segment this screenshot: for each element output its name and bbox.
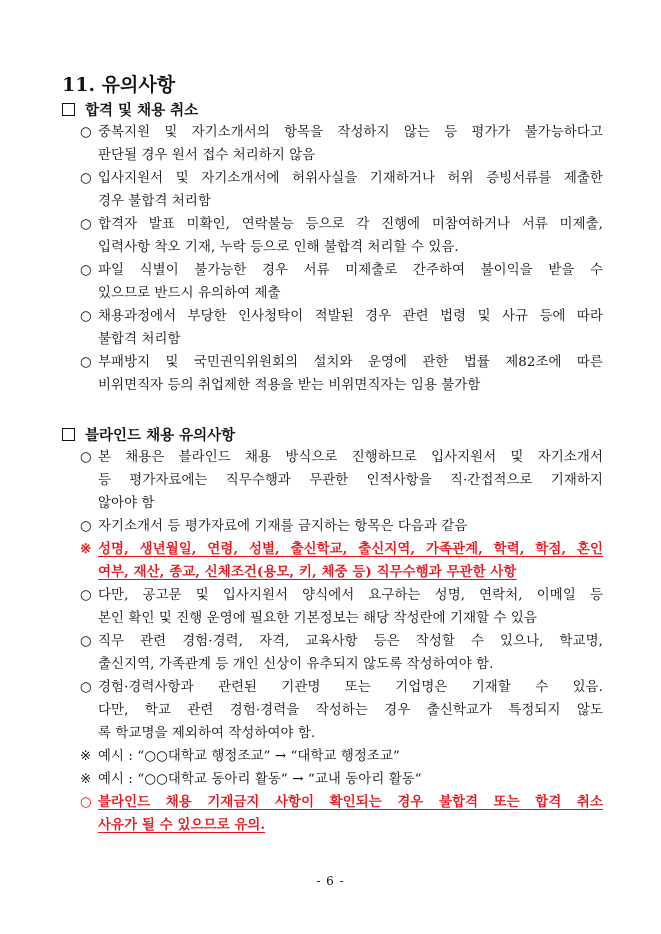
- list-item-line: [78, 722, 603, 745]
- list-item-text: 비위면직자 등의 취업제한 적용을 받는 비위면직자는 임용 불가함: [98, 378, 481, 393]
- list-item-text: 직무 관련 경험·경력, 자격, 교육사항 등은 작성할 수 있으나, 학교명,: [98, 634, 603, 649]
- list-item-text: 경험·경력사항과 관련된 기관명 또는 기업명은 기재할 수 있음.: [98, 680, 603, 695]
- list-item-text: 등 평가자료에는 직무수행과 무관한 인적사항을 직·간접적으로 기재하지: [98, 473, 603, 488]
- list-item-text: 예시 : “○○대학교 동아리 활동” → “교내 동아리 활동”: [98, 772, 422, 787]
- section-heading: 11. 유의사항: [62, 74, 176, 96]
- list-item-text: 블라인드 채용 기재금지 사항이 확인되는 경우 불합격 또는 합격 취소: [98, 794, 603, 810]
- list-item: [78, 538, 603, 584]
- bullet-circle-icon: ○: [80, 355, 92, 370]
- list-item-text: 여부, 재산, 종교, 신체조건(용모, 키, 체중 등) 직무수행과 무관한 사항: [98, 564, 517, 580]
- list-item: [78, 676, 603, 745]
- list-item: [78, 768, 603, 791]
- list-item-text: 다만, 공고문 및 입사지원서 양식에서 요구하는 성명, 연락처, 이메일 등: [98, 588, 603, 603]
- list-item-text: 판단될 경우 원서 접수 처리하지 않음: [98, 148, 316, 163]
- list-item-line: [78, 676, 603, 699]
- list-item-line: [78, 236, 603, 259]
- list-item-line: [78, 374, 603, 397]
- bullet-circle-icon: ○: [80, 588, 92, 603]
- list-item: [78, 259, 603, 305]
- list-item-line: [78, 584, 603, 607]
- bullet-circle-icon: ○: [80, 519, 92, 534]
- list-item-line: [78, 814, 603, 837]
- list-item-line: [78, 144, 603, 167]
- list-item-line: [78, 351, 603, 374]
- reference-mark-icon: ※: [80, 749, 92, 764]
- list-item-line: [78, 607, 603, 630]
- list-item-line: [78, 167, 603, 190]
- list-item-text: 본인 확인 및 진행 운영에 필요한 기본정보는 해당 작성란에 기재할 수 있음: [98, 611, 537, 626]
- list-item-line: [78, 745, 603, 768]
- list-item-text: 부패방지 및 국민권익위원회의 설치와 운영에 관한 법률 제82조에 따른: [98, 355, 603, 370]
- bullet-circle-icon: ○: [80, 309, 92, 324]
- bullet-circle-icon: ○: [80, 125, 92, 140]
- bullet-circle-icon: ○: [80, 680, 92, 695]
- list-item-text: 합격자 발표 미확인, 연락불능 등으로 각 진행에 미참여하거나 서류 미제출,: [98, 217, 603, 232]
- list-item-text: 본 채용은 블라인드 채용 방식으로 진행하므로 입사지원서 및 자기소개서: [98, 450, 603, 465]
- bullet-circle-icon: ○: [80, 171, 92, 186]
- list-item-text: 경우 불합격 처리함: [98, 194, 211, 209]
- list-item-line: [78, 446, 603, 469]
- list-item-text: 있으므로 반드시 유의하여 제출: [98, 286, 281, 301]
- list-item-text: 예시 : “○○대학교 행정조교” → “대학교 행정조교”: [98, 749, 400, 764]
- page-number: - 6 -: [316, 874, 345, 888]
- list-item: [78, 121, 603, 167]
- list-item-text: 입력사항 착오 기재, 누락 등으로 인해 불합격 처리할 수 있음.: [98, 240, 459, 255]
- list-item-text: 자기소개서 등 평가자료에 기재를 금지하는 항목은 다음과 같음: [98, 519, 468, 534]
- list-item-line: [78, 768, 603, 791]
- list-item-line: [78, 213, 603, 236]
- list-item-line: [78, 121, 603, 144]
- list-item-line: [78, 630, 603, 653]
- checkbox-square-icon: [62, 103, 75, 116]
- list-item-line: [78, 515, 603, 538]
- list-item: [78, 305, 603, 351]
- list-item: [78, 446, 603, 515]
- list-item-line: [78, 492, 603, 515]
- list-item-text: 채용과정에서 부당한 인사청탁이 적발된 경우 관련 법령 및 사규 등에 따라: [98, 309, 603, 324]
- list-item-text: 중복지원 및 자기소개서의 항목을 작성하지 않는 등 평가가 불가능하다고: [98, 125, 603, 140]
- bullet-circle-icon: ○: [80, 263, 92, 278]
- subsection-title-cancellation: 합격 및 채용 취소: [62, 99, 198, 120]
- bullet-circle-icon: ○: [80, 634, 92, 649]
- reference-mark-icon: ※: [80, 541, 92, 557]
- list-item-text: 출신지역, 가족관계 등 개인 신상이 유추되지 않도록 작성하여야 함.: [98, 657, 494, 672]
- list-item: [78, 167, 603, 213]
- list-item-line: [78, 699, 603, 722]
- list-item-line: [78, 190, 603, 213]
- bullet-circle-icon: ○: [80, 217, 92, 232]
- list-item-line: [78, 791, 603, 814]
- list-item-text: 사유가 될 수 있으므로 유의.: [98, 817, 266, 833]
- list-item-line: [78, 259, 603, 282]
- list-item: [78, 630, 603, 676]
- reference-mark-icon: ※: [80, 772, 92, 787]
- list-item-text: 파일 식별이 불가능한 경우 서류 미제출로 간주하여 불이익을 받을 수: [98, 263, 603, 278]
- list-item: [78, 351, 603, 397]
- list-item-text: 입사지원서 및 자기소개서에 허위사실을 기재하거나 허위 증빙서류를 제출한: [98, 171, 603, 186]
- list-item-line: [78, 305, 603, 328]
- bullet-circle-icon: ○: [80, 794, 92, 810]
- list-item: [78, 584, 603, 630]
- list-item-line: [78, 282, 603, 305]
- list-item-line: [78, 328, 603, 351]
- list-item: [78, 213, 603, 259]
- list-item-line: [78, 561, 603, 584]
- list-item-text: 않아야 함: [98, 496, 155, 511]
- list-item-text: 성명, 생년월일, 연령, 성별, 출신학교, 출신지역, 가족관계, 학력, 학점, 혼인: [98, 541, 603, 557]
- list-item-text: 록 학교명을 제외하여 작성하여야 함.: [98, 726, 316, 741]
- bullet-circle-icon: ○: [80, 450, 92, 465]
- list-item-line: [78, 653, 603, 676]
- list-item-line: [78, 469, 603, 492]
- list-item-text: 다만, 학교 관련 경험·경력을 작성하는 경우 출신학교가 특정되지 않도: [98, 703, 603, 718]
- list-item-text: 불합격 처리함: [98, 332, 181, 347]
- list-item: [78, 515, 603, 538]
- list-item: [78, 791, 603, 837]
- subsection-title-blind-hiring: 블라인드 채용 유의사항: [62, 424, 235, 445]
- checkbox-square-icon: [62, 428, 75, 441]
- list-item-line: [78, 538, 603, 561]
- list-item: [78, 745, 603, 768]
